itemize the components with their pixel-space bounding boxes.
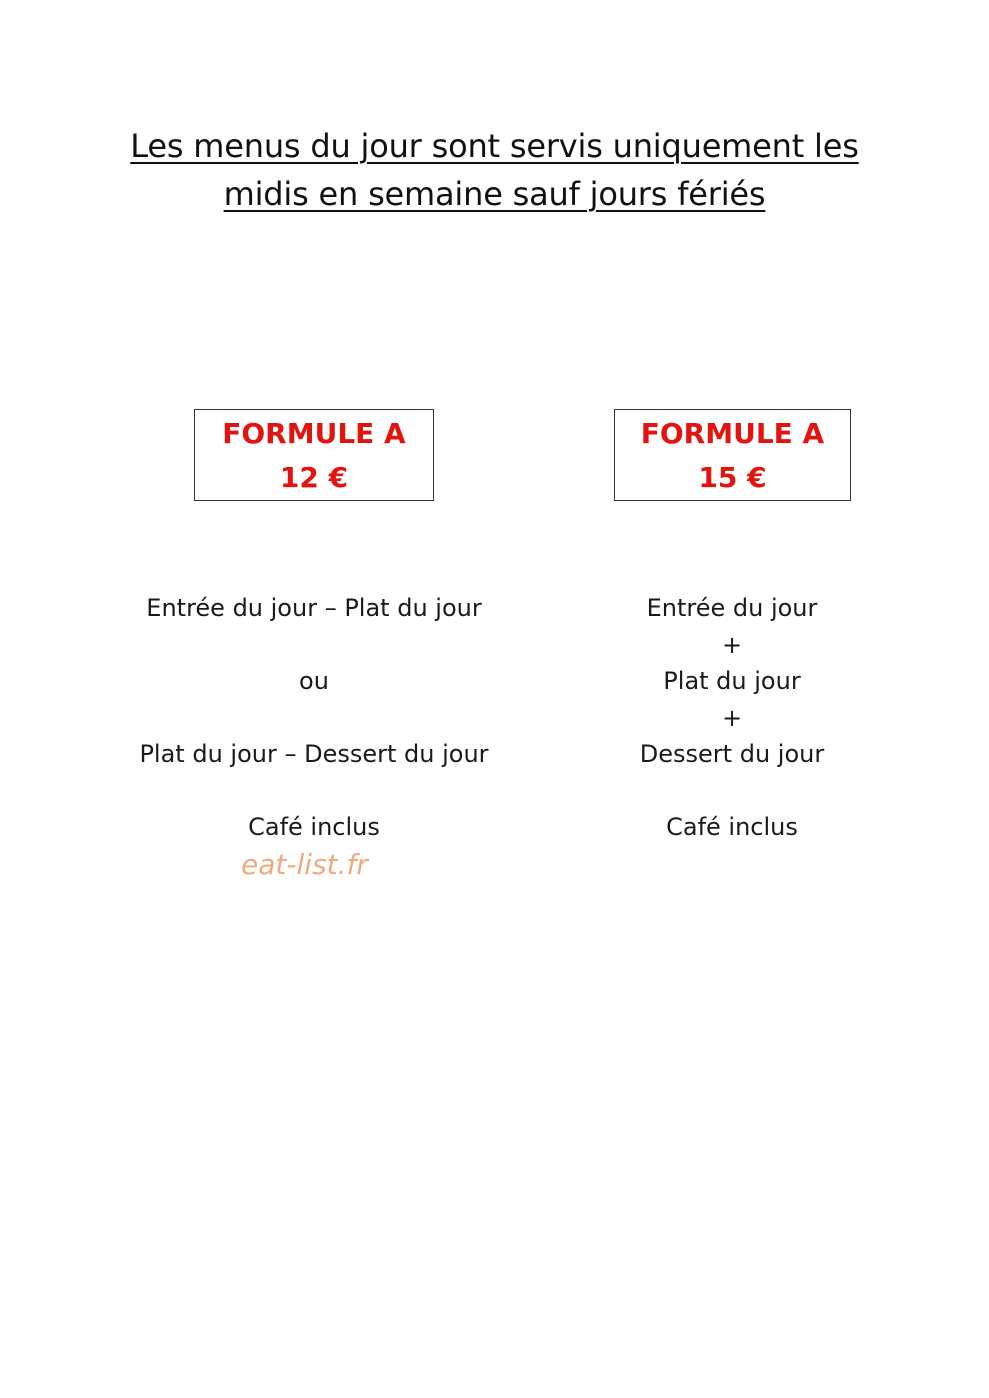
formula-name: FORMULE A xyxy=(222,417,406,450)
title-line-1: Les menus du jour sont servis uniquement les xyxy=(130,127,859,165)
menu-line: Café inclus xyxy=(248,813,380,841)
page-title xyxy=(0,122,989,218)
formula-price: 12 € xyxy=(279,461,349,494)
menu-line: Entrée du jour – Plat du jour xyxy=(146,594,482,622)
formula-price: 15 € xyxy=(698,461,767,494)
formula-name: FORMULE A xyxy=(640,417,825,450)
menu-line: Entrée du jour xyxy=(646,594,818,622)
menu-line: + xyxy=(721,630,743,659)
formula-12-details xyxy=(104,590,524,846)
watermark-text: eat-list.fr xyxy=(241,848,368,881)
menu-line: Dessert du jour xyxy=(639,740,825,768)
menu-line: Café inclus xyxy=(666,813,798,841)
menu-line: Plat du jour – Dessert du jour xyxy=(139,740,489,768)
menu-line: Plat du jour xyxy=(663,667,801,695)
menu-line: ou xyxy=(299,667,329,695)
formula-15-details xyxy=(522,590,942,846)
title-line-2: midis en semaine sauf jours fériés xyxy=(223,175,766,213)
formula-box-15 xyxy=(614,409,851,501)
formula-box-12 xyxy=(194,409,434,501)
menu-line: + xyxy=(721,703,743,732)
